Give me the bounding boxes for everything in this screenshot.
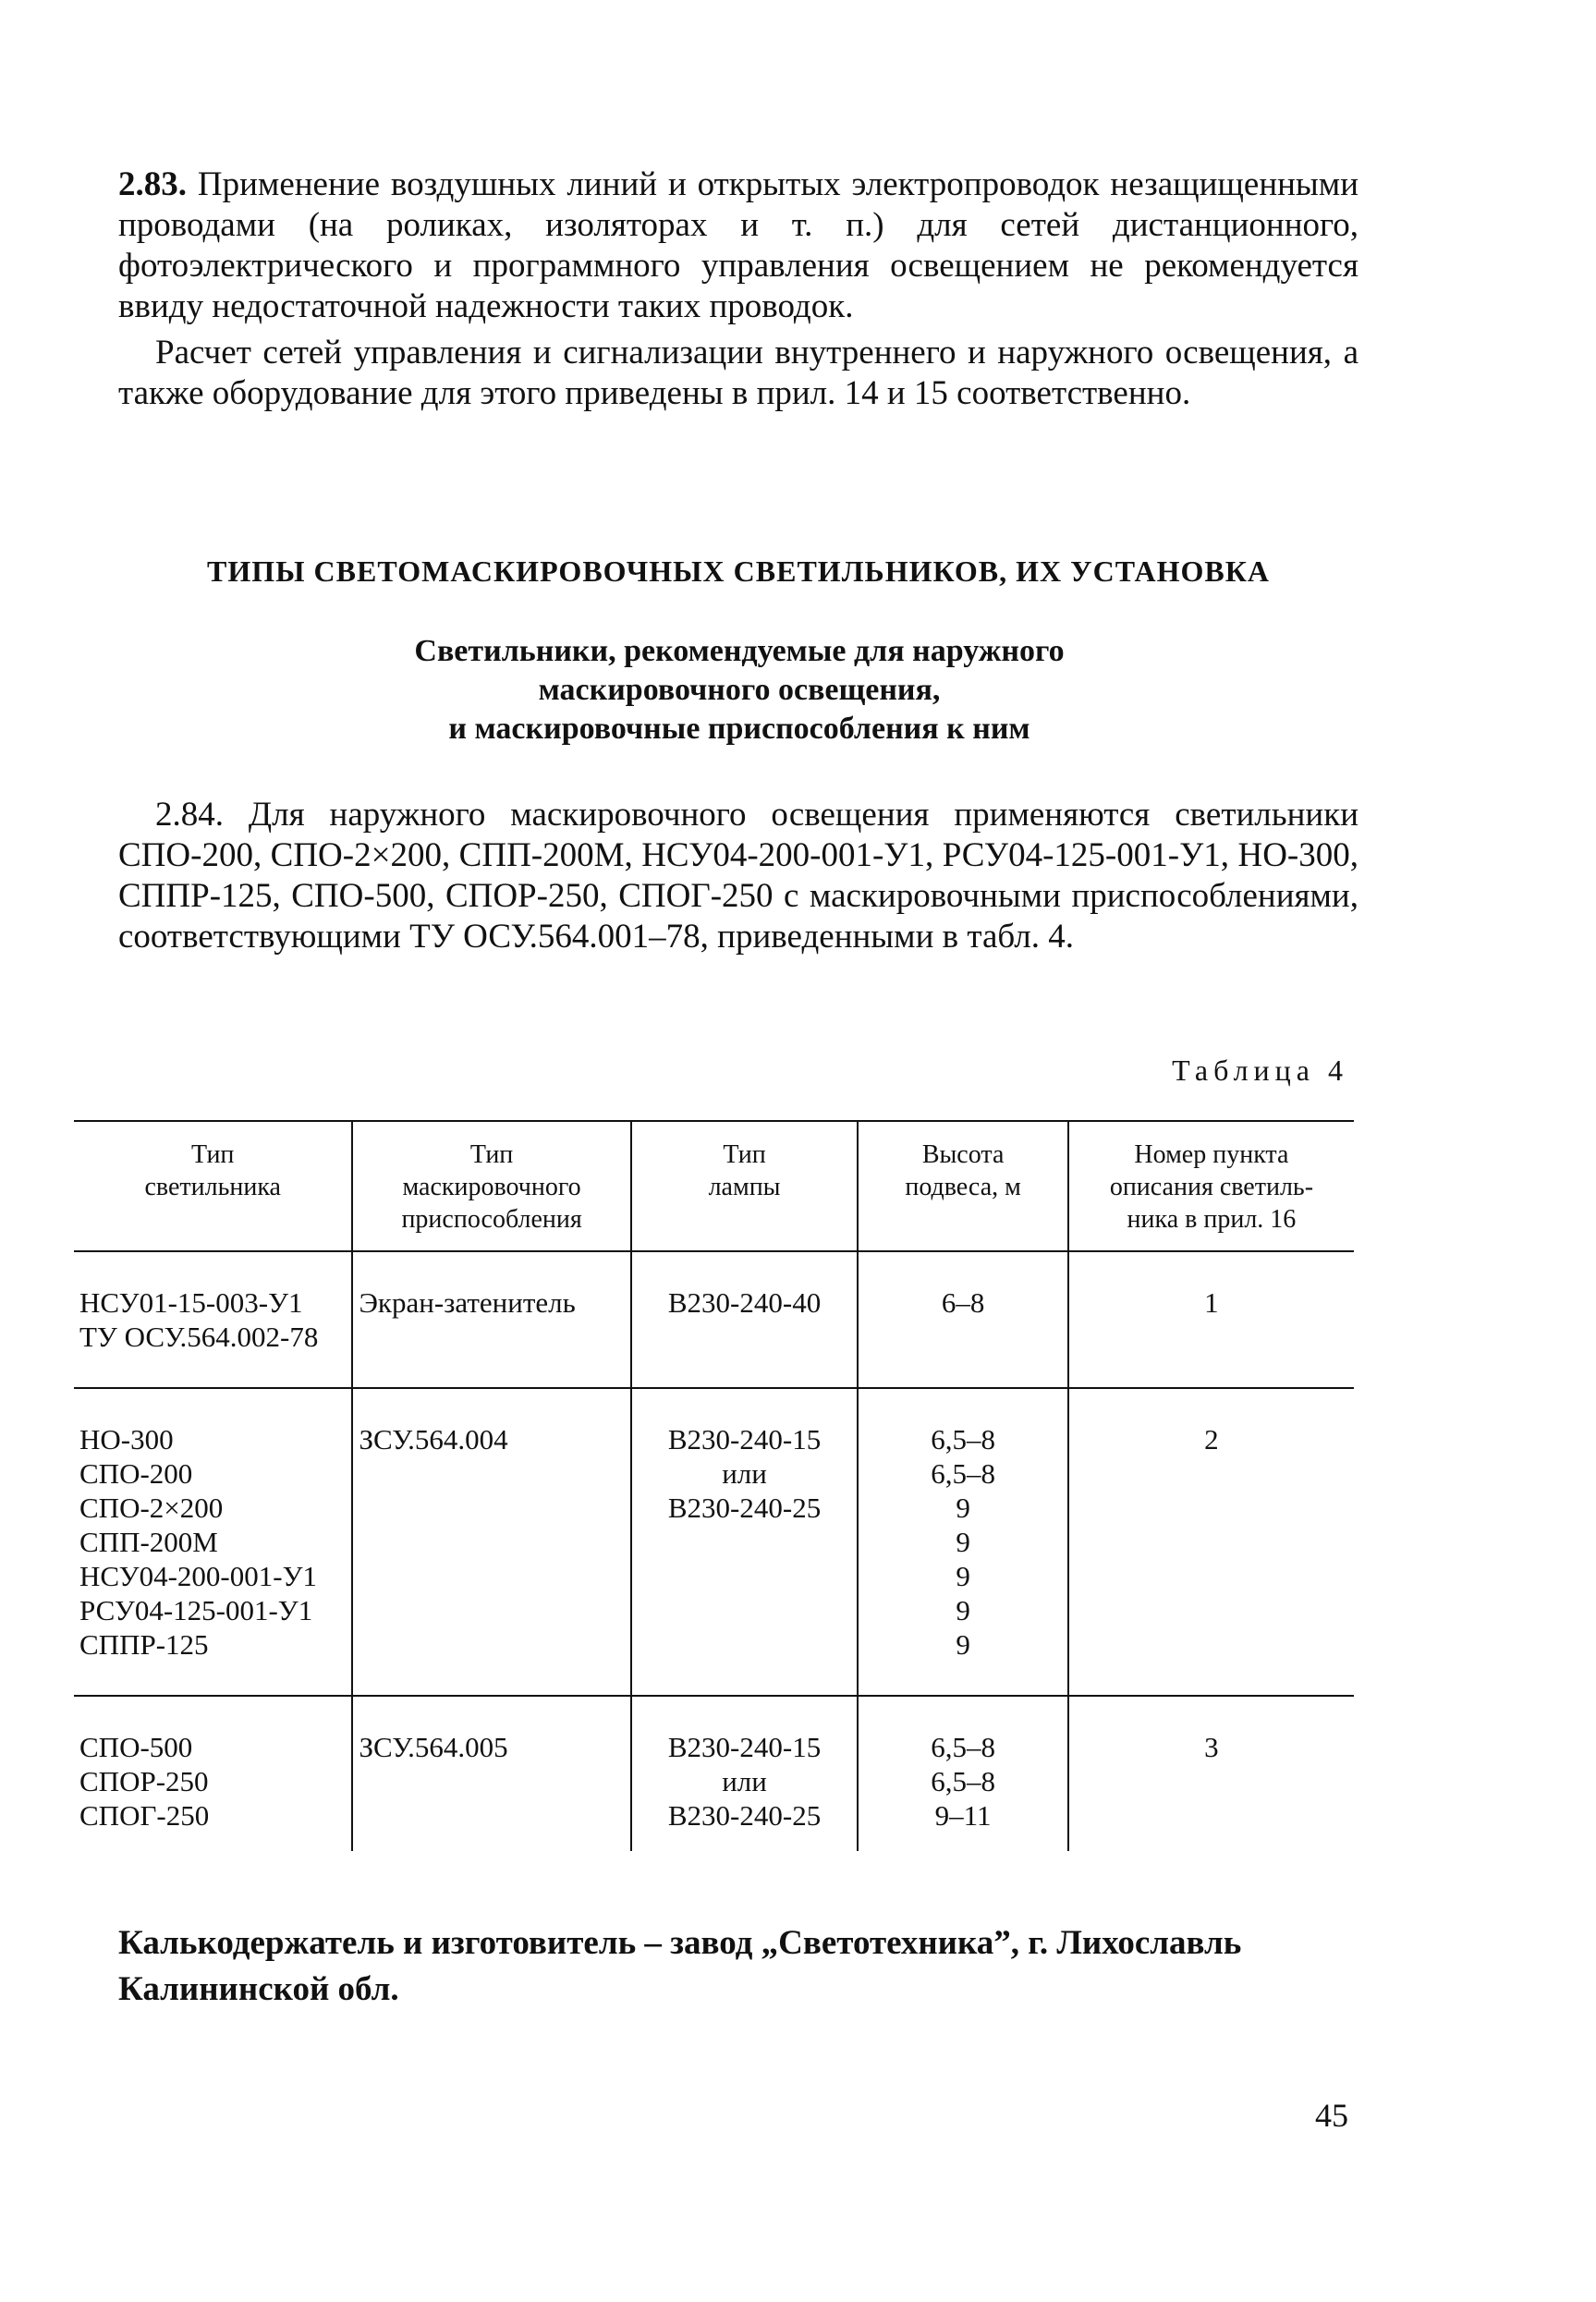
header-line: Высота [921,1140,1005,1169]
header-line: Номер пункта [1134,1140,1289,1169]
header-line: описания светиль- [1109,1173,1314,1201]
table-row [74,1251,1354,1388]
mount-height: 6,5–8 [931,1457,995,1490]
cell-heights [858,1696,1068,1851]
paragraph-2-83 [118,164,1358,327]
luminaire-name: СПО-500 [79,1731,193,1763]
cell-luminaires [74,1251,352,1388]
cell-item [1068,1251,1354,1388]
header-line: приспособления [401,1205,582,1234]
luminaire-name: СППР-125 [79,1628,209,1661]
paragraph-text: Расчет сетей управления и сигнализации внутреннего и наружного освещения, а также оборудование для этого приведены в прил. 14 и 15 соответственно. [118,334,1358,412]
paragraph-2-84 [118,795,1358,957]
cell-luminaires [74,1696,352,1851]
item-number: 2 [1204,1423,1219,1455]
header-line: Тип [723,1140,766,1169]
mount-height: 6–8 [941,1286,985,1319]
paragraph-number: 2.84. [155,796,224,834]
device-name: Экран-затенитель [359,1286,576,1319]
device-name: ЗСУ.564.004 [359,1423,508,1455]
luminaire-name: СПП-200М [79,1526,218,1558]
header-line: подвеса, м [905,1173,1021,1201]
footer-line: Калининской обл. [118,1970,399,2008]
luminaire-name: СПО-2×200 [79,1492,224,1524]
luminaire-table [74,1120,1354,1851]
item-number: 3 [1204,1731,1219,1763]
cell-lamps [631,1388,859,1696]
paragraph-2-83-continued [118,333,1358,414]
luminaire-name: СПОР-250 [79,1765,209,1797]
paragraph-text: Для наружного маскировочного освещения применяются светильники СПО-200, СПО-2×200, СПП-200М, НСУ04-200-001-У1, РСУ04-125-001-У1, НО-300, СППР-125, СПО-500, СПОР-250, СПОГ-250 с маскировочными приспособлениями, соответствующими ТУ ОСУ.564.001–78, приведенными в табл. 4. [118,796,1359,956]
lamp-type: В230-240-40 [667,1286,822,1319]
mount-height: 6,5–8 [931,1765,995,1797]
mount-height: 9 [956,1560,970,1592]
lamp-type: В230-240-15 [667,1731,822,1763]
luminaire-name: РСУ04-125-001-У1 [79,1594,313,1626]
device-name: ЗСУ.564.005 [359,1731,508,1763]
subheading-line: маскировочного освещения, [538,673,941,707]
table-header-row [74,1121,1354,1251]
table-row [74,1696,1354,1851]
cell-device [352,1696,630,1851]
mount-height: 9 [956,1628,970,1661]
table-row [74,1388,1354,1696]
luminaire-name: НО-300 [79,1423,174,1455]
mount-height: 9 [956,1526,970,1558]
lamp-type: или [722,1457,767,1490]
cell-item [1068,1388,1354,1696]
lamp-type: В230-240-15 [667,1423,822,1455]
luminaire-name: ТУ ОСУ.564.002-78 [79,1321,319,1353]
luminaire-name: СПО-200 [79,1457,193,1490]
mount-height: 9 [956,1492,970,1524]
luminaire-name: НСУ01-15-003-У1 [79,1286,303,1319]
luminaire-name: НСУ04-200-001-У1 [79,1560,318,1592]
header-line: ника в прил. 16 [1127,1205,1297,1234]
mount-height: 9 [956,1594,970,1626]
header-luminaire-type [74,1121,352,1251]
header-lamp-type [631,1121,859,1251]
page-number: 45 [1315,2097,1348,2134]
subheading-line: и маскировочные приспособления к ним [448,712,1030,746]
header-line: лампы [708,1173,781,1201]
paragraph-text: Применение воздушных линий и открытых электропроводок незащищенными проводами (на роликах, изоляторах и т. п.) для сетей дистанционного, фотоэлектрического и программного управления освещением не рекомендуется ввиду недостаточной надежности таких проводок. [118,165,1358,325]
cell-luminaires [74,1388,352,1696]
cell-device [352,1251,630,1388]
header-line: маскировочного [402,1173,581,1201]
mount-height: 6,5–8 [931,1423,995,1455]
mount-height: 6,5–8 [931,1731,995,1763]
lamp-type: В230-240-25 [667,1492,822,1524]
header-item-number [1068,1121,1354,1251]
mount-height: 9–11 [934,1799,992,1832]
lamp-type: или [722,1765,767,1797]
manufacturer-note [118,1920,1358,2013]
header-mount-height [858,1121,1068,1251]
header-line: светильника [144,1173,281,1201]
header-line: Тип [469,1140,514,1169]
cell-lamps [631,1696,859,1851]
item-number: 1 [1204,1286,1219,1319]
cell-lamps [631,1251,859,1388]
header-line: Тип [191,1140,235,1169]
cell-device [352,1388,630,1696]
lamp-type: В230-240-25 [667,1799,822,1832]
paragraph-number: 2.83. [118,165,187,203]
subsection-heading [277,632,1201,749]
table-caption: Таблица 4 [1172,1054,1348,1087]
section-heading: ТИПЫ СВЕТОМАСКИРОВОЧНЫХ СВЕТИЛЬНИКОВ, ИХ УСТАНОВКА [206,554,1270,588]
header-device-type [352,1121,630,1251]
cell-item [1068,1696,1354,1851]
footer-line: Калькодержатель и изготовитель – завод „Светотехника”, г. Лихославль [118,1924,1242,1962]
cell-heights [858,1251,1068,1388]
subheading-line: Светильники, рекомендуемые для наружного [414,634,1065,668]
luminaire-name: СПОГ-250 [79,1799,210,1832]
cell-heights [858,1388,1068,1696]
